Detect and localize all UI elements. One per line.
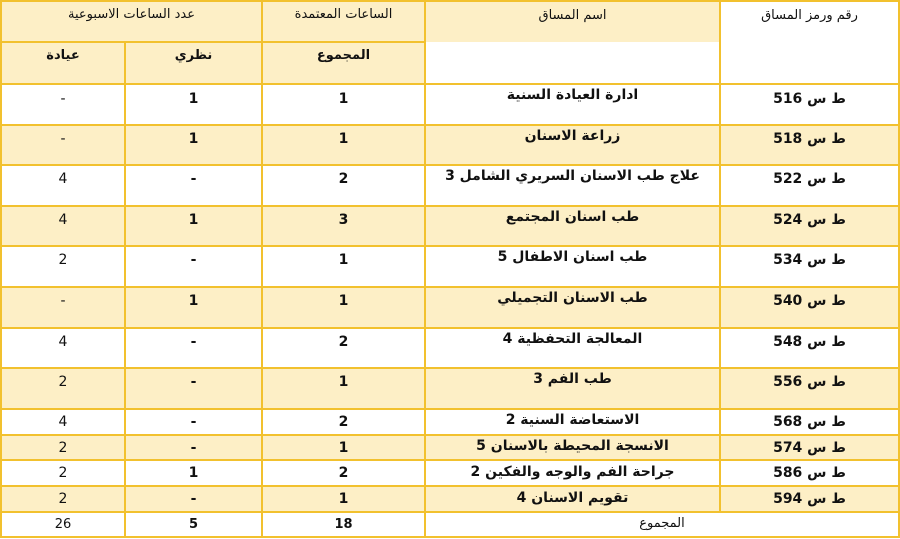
cell-theory: -: [190, 491, 197, 507]
cell-course-name: طب اسنان المجتمع: [505, 209, 640, 225]
grid-line: [0, 536, 900, 538]
cell-credit: 1: [338, 293, 349, 309]
cell-clinic: 4: [58, 212, 68, 228]
cell-course-name: طب الفم 3: [533, 371, 612, 387]
cell-theory: -: [190, 414, 197, 430]
header-credit-hours: الساعات المعتمدة: [294, 6, 393, 22]
cell-credit: 2: [338, 414, 349, 430]
cell-credit: 2: [338, 334, 349, 350]
total-theory: 5: [188, 517, 199, 532]
cell-clinic: 2: [58, 491, 68, 507]
header-course-name: اسم المساق: [538, 7, 607, 23]
cell-clinic: -: [60, 293, 66, 309]
cell-course-name: الانسجة المحيطة بالاسنان 5: [476, 438, 669, 454]
cell-course-code: ط س 568: [773, 414, 846, 430]
cell-credit: 1: [338, 131, 349, 147]
cell-course-code: ط س 524: [773, 212, 846, 228]
cell-course-code: ط س 586: [773, 465, 846, 481]
cell-course-code: ط س 534: [773, 252, 846, 268]
cell-clinic: 4: [58, 414, 68, 430]
cell-course-code: ط س 556: [773, 374, 846, 390]
header-total: المجموع: [316, 47, 371, 63]
cell-course-name: تقويم الاسنان 4: [516, 490, 629, 506]
cell-clinic: -: [60, 91, 66, 107]
cell-theory: -: [190, 439, 197, 456]
cell-credit: 3: [338, 212, 349, 228]
header-clinic: عيادة: [46, 47, 80, 63]
cell-course-code: ط س 548: [773, 334, 846, 350]
cell-theory: -: [190, 171, 197, 187]
cell-credit: 1: [338, 374, 349, 390]
cell-theory: -: [190, 252, 197, 268]
cell-theory: 1: [188, 465, 199, 481]
cell-theory: 1: [188, 91, 199, 107]
cell-course-code: ط س 518: [773, 131, 846, 147]
total-clinic: 26: [54, 517, 72, 532]
total-label: المجموع: [639, 515, 685, 531]
cell-course-code: ط س 516: [773, 91, 846, 107]
cell-credit: 1: [338, 491, 349, 507]
cell-theory: 1: [188, 131, 199, 147]
total-credit: 18: [334, 517, 353, 532]
cell-course-name: زراعة الاسنان: [524, 128, 621, 144]
header-course-code: رقم ورمز المساق: [761, 7, 858, 23]
grid-line: [424, 0, 426, 538]
cell-theory: -: [190, 374, 197, 390]
cell-clinic: 2: [58, 439, 68, 456]
header-theory: نظري: [174, 47, 213, 63]
cell-credit: 2: [338, 465, 349, 481]
cell-clinic: 4: [58, 171, 68, 187]
cell-theory: 1: [188, 293, 199, 309]
cell-course-name: ادارة العيادة السنية: [506, 87, 639, 103]
cell-course-name: طب الاسنان التجميلي: [497, 290, 648, 306]
cell-clinic: 2: [58, 465, 68, 481]
cell-credit: 1: [338, 439, 349, 456]
cell-course-name: الاستعاضة السنية 2: [505, 412, 640, 428]
cell-clinic: 4: [58, 334, 68, 350]
cell-course-code: ط س 594: [773, 491, 846, 507]
cell-credit: 2: [338, 171, 349, 187]
cell-theory: 1: [188, 212, 199, 228]
cell-course-code: ط س 574: [773, 439, 846, 456]
cell-course-name: جراحة الفم والوجه والفكين 2: [470, 464, 675, 480]
cell-clinic: 2: [58, 252, 68, 268]
cell-course-name: المعالجة التحفظية 4: [502, 331, 643, 347]
cell-theory: -: [190, 334, 197, 350]
cell-clinic: -: [60, 131, 66, 147]
header-weekly-hours: عدد الساعات الاسبوعية: [68, 6, 195, 22]
cell-course-code: ط س 540: [773, 293, 846, 309]
cell-credit: 1: [338, 91, 349, 107]
cell-credit: 1: [338, 252, 349, 268]
cell-course-code: ط س 522: [773, 171, 846, 187]
cell-course-name: علاج طب الاسنان السريري الشامل 3: [445, 168, 700, 184]
cell-course-name: طب اسنان الاطفال 5: [497, 249, 648, 265]
cell-clinic: 2: [58, 374, 68, 390]
